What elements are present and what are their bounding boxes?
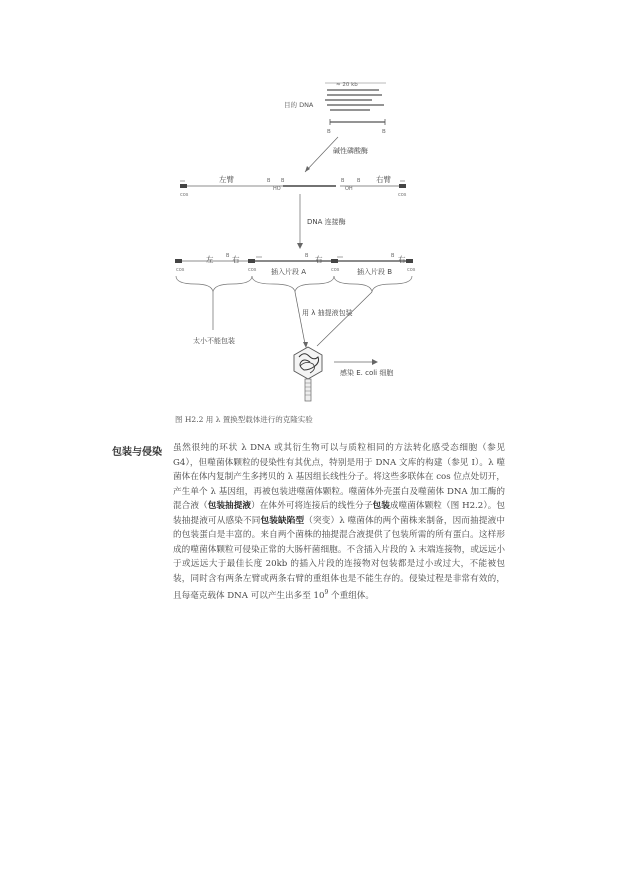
label-right: 右: [398, 255, 406, 264]
label-cos: cos: [407, 267, 416, 273]
label-oh: OH: [345, 186, 353, 192]
label-alkaline-phosphatase: 碱性磷酸酶: [333, 147, 368, 155]
body-paragraph: [173, 441, 505, 603]
label-b-site: B: [341, 178, 345, 184]
text-run: （突变）λ 噬菌体的两个菌株来制备，因而抽提液中的包装蛋白是丰富的。来自两个菌株的抽提混合液提供了包装所需的所有蛋白。这样形成的噬菌体颗粒可侵染正常的大肠杆菌细胞。不含插入片段的 λ 末端连接物，或远远小于或远远大于最佳长度 20kb 的插入片段的连接物对包装都是过小或过大，不能被包装，同时含有两条左臂或两条右臂的重组体也是不能生存的。侵染过程是非常有效的，且每毫克载体 DNA 可以产生出多至 10: [173, 515, 505, 601]
label-infect: 感染 E. coli 细胞: [340, 369, 394, 377]
label-cos: cos: [180, 192, 189, 198]
figure-caption: 图 H2.2 用 λ 置换型载体进行的克隆实验: [175, 415, 313, 424]
term-packaging: 包装: [372, 501, 390, 511]
label-insert-a: 插入片段 A: [271, 268, 307, 276]
text-run: ）在体外可将连接后的线性分子: [251, 501, 373, 511]
phage-particle-icon: [294, 347, 322, 401]
target-dna-fragments: [325, 90, 384, 110]
label-target-dna: 目的 DNA: [284, 101, 314, 109]
label-b-site: B: [281, 178, 285, 184]
text-run: 个重组体。: [328, 590, 374, 601]
label-cos: cos: [398, 192, 407, 198]
label-right: 右: [232, 255, 240, 264]
label-cos: cos: [248, 267, 257, 273]
label-20kb: ≈ 20 kb: [336, 82, 358, 88]
exponent: 9: [324, 589, 329, 596]
text-run: 虽然很纯的环状 λ DNA 或其衍生物可以与质粒相同的方法转化感受态细胞（参见 G4），但噬菌体颗粒的侵染性有其优点，特别是用于 DNA 文库的构建（参见 I）。λ 噬菌体在体内复制产生多拷贝的 λ 基因组长线性分子。将这些多联体在 cos 位点处切开，产生单个 λ 基因组，再被包装进噬菌体颗粒。噬菌体外壳蛋白及噬菌体 DNA 加工酶的混合液（: [173, 443, 505, 511]
label-cos: cos: [176, 267, 185, 273]
label-b-site: B: [382, 129, 386, 135]
label-right: 右: [315, 255, 323, 264]
vector-arms-row: [180, 181, 406, 188]
label-too-small: 太小不能包装: [193, 337, 235, 345]
label-insert-b: 插入片段 B: [357, 268, 393, 276]
text-run: 成噬菌体颗粒（图 H2.2）。包装抽提液可从感染不同: [173, 501, 505, 526]
label-left-arm: 左臂: [219, 175, 234, 184]
cloning-figure: [0, 0, 620, 430]
label-b-site: B: [391, 253, 395, 259]
label-b-site: B: [226, 253, 230, 259]
label-packaging: 用 λ 抽提液包装: [302, 309, 353, 317]
label-left: 左: [206, 255, 214, 264]
label-b-site: B: [357, 178, 361, 184]
label-b-site: B: [305, 253, 309, 259]
term-packaging-defective: 包装缺陷型: [260, 515, 305, 526]
label-cos: cos: [331, 267, 340, 273]
label-b-site: B: [327, 129, 331, 135]
label-b-site: B: [267, 178, 271, 184]
arrow-pack-a: [295, 292, 305, 344]
label-right-arm: 右臂: [376, 175, 391, 184]
braces: [176, 276, 412, 292]
label-ho: HO: [273, 186, 281, 192]
arrow-pack-b: [317, 292, 372, 346]
term-packaging-extract: 包装抽提液: [207, 501, 252, 511]
section-heading: 包装与侵染: [112, 447, 162, 458]
label-ligase: DNA 连接酶: [307, 218, 346, 226]
